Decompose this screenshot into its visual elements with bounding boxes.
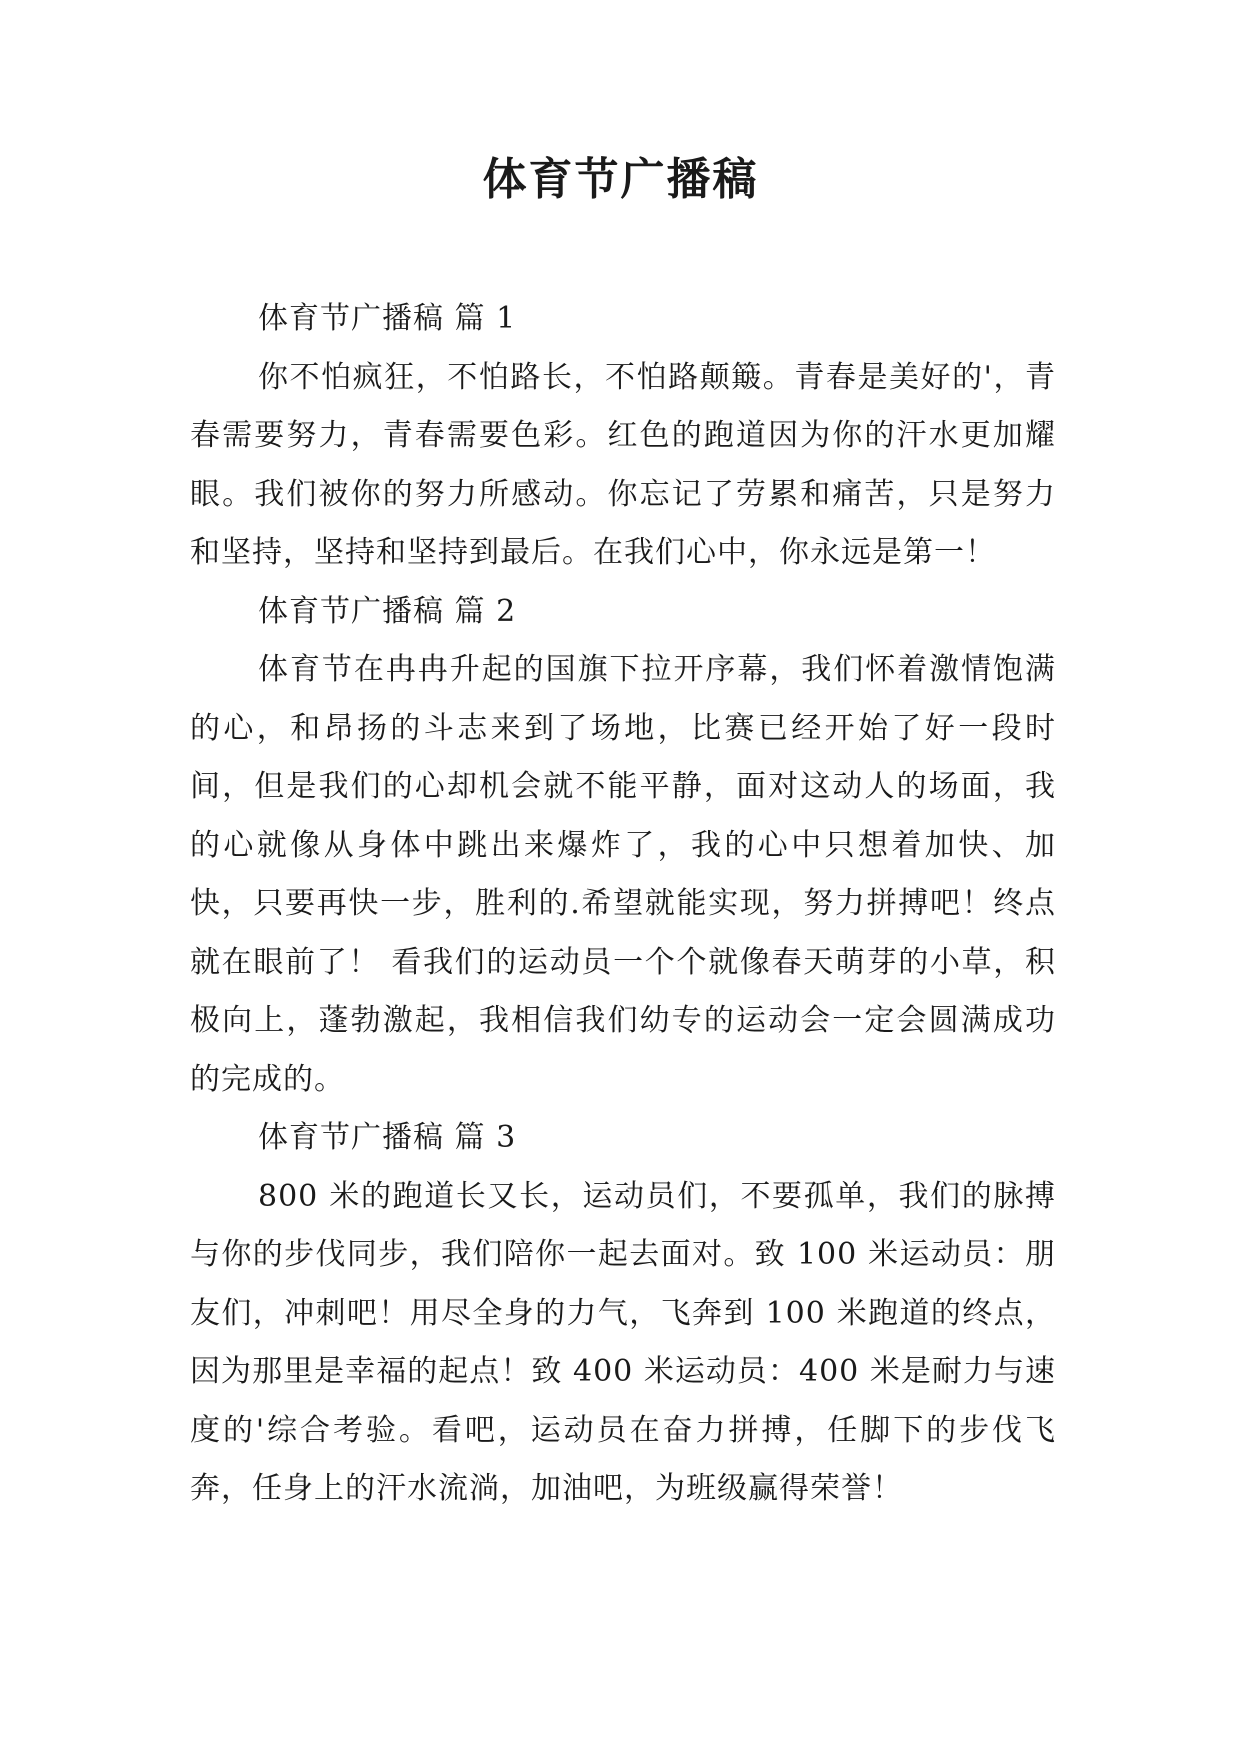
section-paragraph-2: 体育节在冉冉升起的国旗下拉开序幕，我们怀着激情饱满的心，和昂扬的斗志来到了场地，比赛已经开始了好一段时间，但是我们的心却机会就不能平静，面对这动人的场面，我的心就像从身体中跳出来爆炸了，我的心中只想着加快、加快，只要再快一步，胜利的.希望就能实现，努力拼搏吧！终点就在眼前了！ 看我们的运动员一个个就像春天萌芽的小草，积极向上，蓬勃激起，我相信我们幼专的运动会一定会圆满成功的完成的。 — [190, 652, 1056, 1097]
section-paragraph-1: 你不怕疯狂，不怕路长，不怕路颠簸。青春是美好的'，青春需要努力，青春需要色彩。红色的跑道因为你的汗水更加耀眼。我们被你的努力所感动。你忘记了劳累和痛苦，只是努力和坚持，坚持和坚持到最后。在我们心中，你永远是第一！ — [190, 359, 1056, 570]
section-heading-2: 体育节广播稿 篇 2 — [258, 593, 517, 629]
page-title: 体育节广播稿 — [482, 154, 759, 205]
document-body — [190, 290, 1056, 1519]
section-paragraph-3: 800 米的跑道长又长，运动员们，不要孤单，我们的脉搏与你的步伐同步，我们陪你一起去面对。致 100 米运动员：朋友们，冲刺吧！用尽全身的力气，飞奔到 100 米跑道的终点，因为那里是幸福的起点！致 400 米运动员：400 米是耐力与速度的'综合考验。看吧，运动员在奋力拼搏，任脚下的步伐飞奔，任身上的汗水流淌，加油吧，为班级赢得荣誉！ — [190, 1178, 1056, 1506]
section-heading-3: 体育节广播稿 篇 3 — [258, 1120, 517, 1155]
section-heading-1: 体育节广播稿 篇 1 — [258, 301, 517, 336]
